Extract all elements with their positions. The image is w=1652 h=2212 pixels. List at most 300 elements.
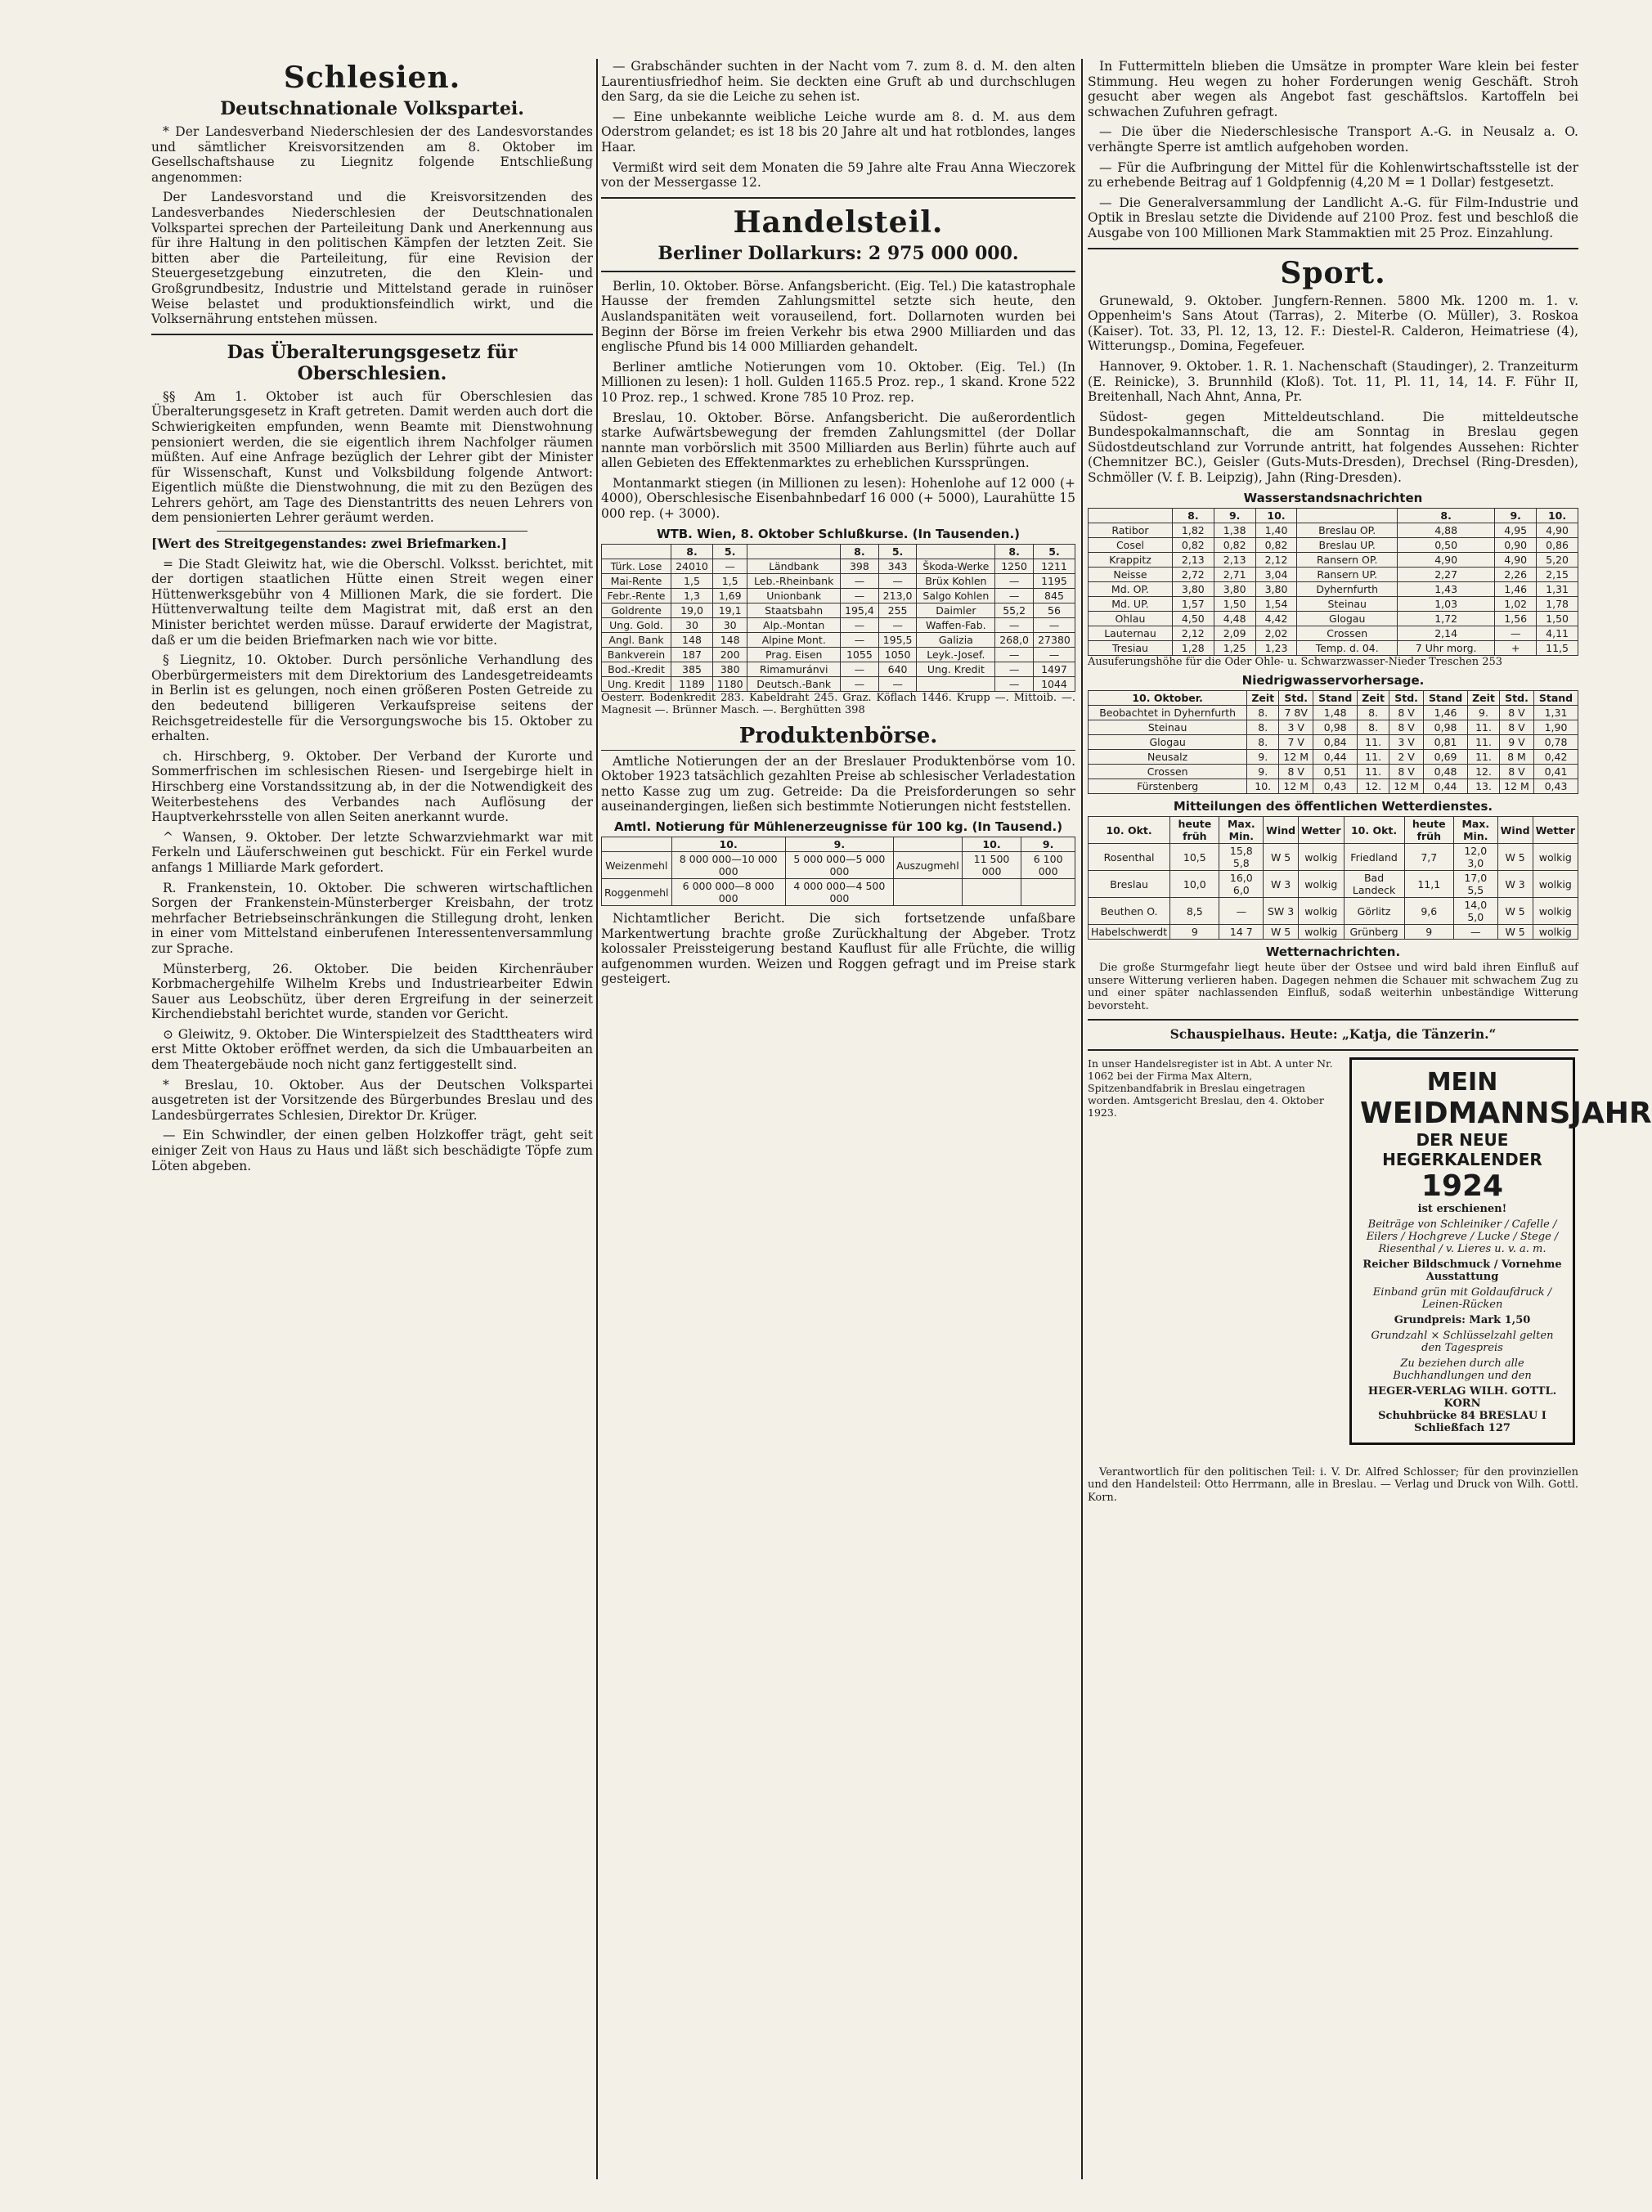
table-cell: 11.: [1358, 735, 1389, 750]
article-paragraph: ch. Hirschberg, 9. Oktober. Der Verband der Kurorte und Sommerfrischen im schlesischen Riesen- und Isergebirge hielt in Hirschberg eine Vorstandssitzung ab, in der die Notwendigkeit des Weiterbestehens des Verbandes nach Auflösung der Hauptverkehrsstelle von allen Seiten anerkannt wurde.: [151, 748, 593, 825]
table-cell: 0,44: [1313, 750, 1358, 765]
table-cell: Leyk.-Josef.: [917, 647, 995, 662]
table-caption: Amtl. Notierung für Mühlenerzeugnisse für 100 kg. (In Tausend.): [613, 819, 1063, 835]
article-heading: Wetternachrichten.: [1265, 944, 1401, 960]
table-cell: Breslau: [1089, 871, 1170, 898]
table-cell: Galizia: [917, 632, 995, 647]
table-cell: 1,69: [712, 588, 747, 603]
table-header-cell: 8.: [995, 544, 1034, 559]
table-cell: 8.: [1247, 720, 1279, 735]
table-cell: 1,43: [1398, 581, 1495, 596]
table-header-cell: Wetter: [1299, 817, 1344, 844]
table-cell: wolkig: [1299, 898, 1344, 925]
column-handelsteil: [601, 59, 1075, 2187]
table-cell: Krappitz: [1089, 552, 1173, 567]
table-cell: 8 V: [1389, 706, 1424, 720]
table-cell: —: [878, 573, 917, 588]
table-cell: 9 V: [1499, 735, 1533, 750]
table-cell: 55,2: [995, 603, 1034, 617]
table-cell: 4,88: [1398, 523, 1495, 537]
table-cell: 8.: [1247, 706, 1279, 720]
table-cell: 1,50: [1214, 596, 1255, 611]
column-rule: [596, 59, 598, 2179]
table-cell: 0,81: [1424, 735, 1468, 750]
table-cell: 1211: [1033, 559, 1075, 573]
ad-binding: Einband grün mit Goldaufdruck / Leinen-Rücken: [1372, 1285, 1552, 1311]
table-row: [1089, 925, 1578, 940]
table-cell: 1,25: [1214, 640, 1255, 655]
table-cell: W 3: [1264, 871, 1299, 898]
table-row: [1089, 871, 1578, 898]
table-cell: Neisse: [1089, 567, 1173, 581]
table-header-cell: Stand: [1424, 691, 1468, 706]
table-cell: Md. UP.: [1089, 596, 1173, 611]
article-paragraph: = Die Stadt Gleiwitz hat, wie die Oberschl. Volksst. berichtet, mit der dortigen staatlichen Hütte einen Streit wegen einer Hüttenwerksgebühr von 4 Millionen Mark, die sie fordert. Die Hüttenverwaltung teilte dem Magistrat mit, daß erst an den Minister berichtet werden müsse. Darauf erwiderte der Magistrat, daß er um die beiden Briefmarken nach wie vor bitte.: [151, 556, 593, 648]
table-cell: 640: [878, 662, 917, 676]
table-cell: 6 100 000: [1021, 852, 1075, 879]
table-cell: 17,0 5,5: [1453, 871, 1497, 898]
table-cell: —: [995, 662, 1034, 676]
table-cell: Weizenmehl: [602, 852, 672, 879]
table-cell: 7 Uhr morg.: [1398, 640, 1495, 655]
table-cell: —: [841, 632, 879, 647]
table-cell: 8 V: [1389, 765, 1424, 779]
table-cell: —: [841, 573, 879, 588]
section-heading: Handelsteil.: [733, 204, 944, 240]
table-cell: Steinau: [1089, 720, 1247, 735]
table-cell: 1,82: [1172, 523, 1214, 537]
table-cell: 12 M: [1279, 750, 1313, 765]
table-cell: 11.: [1468, 750, 1500, 765]
ad-pictures: Reicher Bildschmuck / Vornehme Ausstattung: [1362, 1258, 1562, 1283]
table-header-cell: Stand: [1534, 691, 1578, 706]
table-caption: Mitteilungen des öffentlichen Wetterdienstes.: [1173, 799, 1493, 814]
table-row: [602, 662, 1075, 676]
table-cell: 11,1: [1404, 871, 1453, 898]
table-header-cell: [1297, 508, 1398, 523]
table-cell: W 3: [1497, 871, 1533, 898]
table-cell: Leb.-Rheinbank: [747, 573, 841, 588]
table-cell: Škoda-Werke: [917, 559, 995, 573]
table-cell: 0,42: [1534, 750, 1578, 765]
table-row: [1089, 523, 1578, 537]
table-cell: 200: [712, 647, 747, 662]
table-row: [602, 852, 1075, 879]
imprint: Verantwortlich für den politischen Teil: i. V. Dr. Alfred Schlosser; für den provinziellen und den Handelsteil: Otto Herrmann, alle in Breslau. — Verlag und Druck von Wilh. Gottl. Korn.: [1088, 1465, 1578, 1504]
article-paragraph: §§ Am 1. Oktober ist auch für Oberschlesien das Überalterungsgesetz in Kraft getreten. Damit werden auch dort die Schwierigkeiten empfunden, wenn Beamte mit Dienstwohnung pensioniert werden, die sie eigentlich ihrem Nachfolger räumen müßten. Auf eine Anfrage bezüglich der Lehrer gibt der Minister für Wissenschaft, Kunst und Volksbildung folgende Antwort: Eigentlich müßte die Dienstwohnung, die mit zu den Bezügen des Lehrers gehört, am Tage des Dienstantritts des neuen Lehrers von dem pensionierten Lehrer geräumt werden.: [151, 388, 593, 526]
table-cell: 11,5: [1537, 640, 1578, 655]
table-cell: 0,82: [1214, 537, 1255, 552]
table-cell: 2,13: [1172, 552, 1214, 567]
table-cell: Dyhernfurth: [1297, 581, 1398, 596]
theatre-notice: Schauspielhaus. Heute: „Katja, die Tänzerin.“: [1169, 1026, 1497, 1043]
table-cell: Crossen: [1089, 765, 1247, 779]
divider: [151, 334, 593, 335]
table-cell: 4,90: [1537, 523, 1578, 537]
table-cell: Daimler: [917, 603, 995, 617]
ad-publisher: HEGER-VERLAG WILH. GOTTL. KORN: [1367, 1384, 1557, 1410]
table-cell: Salgo Kohlen: [917, 588, 995, 603]
table-cell: 0,84: [1313, 735, 1358, 750]
divider: [601, 271, 1075, 272]
ad-contributors: Beiträge von Schleiniker / Cafelle / Eilers / Hochgreve / Lucke / Stege / Riesenthal / v. Lieres u. v. a. m.: [1366, 1218, 1559, 1255]
table-cell: 4,90: [1398, 552, 1495, 567]
table-cell: 148: [671, 632, 712, 647]
table-cell: Ohlau: [1089, 611, 1173, 626]
table-cell: Bad Landeck: [1344, 871, 1404, 898]
table-cell: 12.: [1468, 765, 1500, 779]
table-cell: 0,48: [1424, 765, 1468, 779]
table-header-cell: Std.: [1279, 691, 1313, 706]
table-cell: 1,23: [1255, 640, 1297, 655]
article-heading: Deutschnationale Volkspartei.: [220, 98, 524, 119]
table-cell: Ung. Kredit: [602, 676, 671, 691]
table-cell: 11.: [1358, 765, 1389, 779]
table-cell: 0,41: [1534, 765, 1578, 779]
table-cell: 3,80: [1214, 581, 1255, 596]
table-cell: 0,43: [1313, 779, 1358, 794]
table-cell: 2,26: [1495, 567, 1537, 581]
table-cell: 2,71: [1214, 567, 1255, 581]
article-paragraph: * Breslau, 10. Oktober. Aus der Deutschen Volkspartei ausgetreten ist der Vorsitzende des Bürgerbundes Breslau und des Landesbürgerrates Schlesien, Direktor Dr. Krüger.: [151, 1077, 593, 1123]
table-cell: Cosel: [1089, 537, 1173, 552]
article-paragraph: Amtliche Notierungen der an der Breslauer Produktenbörse vom 10. Oktober 1923 tatsächlich gezahlten Preise ab schlesischer Verladestation netto Kasse zug um zug. Getreide: Da die Preisforderungen so sehr auseinandergingen, ließen sich bestimmte Notierungen nicht feststellen.: [601, 753, 1075, 814]
table-header-cell: 10. Okt.: [1344, 817, 1404, 844]
table-cell: 30: [671, 617, 712, 632]
table-header-cell: heute früh: [1170, 817, 1219, 844]
table-cell: Ländbank: [747, 559, 841, 573]
table-cell: 0,90: [1495, 537, 1537, 552]
table-cell: 12.: [1358, 779, 1389, 794]
table-cell: Roggenmehl: [602, 879, 672, 906]
table-cell: 7 8V: [1279, 706, 1313, 720]
table-cell: 12 M: [1389, 779, 1424, 794]
table-cell: 19,1: [712, 603, 747, 617]
table-cell: 1,90: [1534, 720, 1578, 735]
ad-publisher-line: Zu beziehen durch alle Buchhandlungen und den: [1393, 1357, 1532, 1382]
table-cell: Neusalz: [1089, 750, 1247, 765]
article-paragraph: Breslau, 10. Oktober. Börse. Anfangsbericht. Die außerordentlich starke Aufwärtsbewegung der fremden Zahlungsmittel (der Dollar nannte man vorbörslich mit 3500 Milliarden aus Berlin) führte auch auf allen Gebieten des Effektenmarktes zu erheblichen Kurssprüngen.: [601, 410, 1075, 471]
table-cell: 10,0: [1170, 871, 1219, 898]
table-cell: 1,38: [1214, 523, 1255, 537]
table-row: [602, 603, 1075, 617]
table-cell: 4,42: [1255, 611, 1297, 626]
table-cell: 56: [1033, 603, 1075, 617]
article-heading: Das Überalterungsgesetz für Oberschlesien.: [227, 341, 518, 384]
table-header-cell: Wind: [1497, 817, 1533, 844]
table-cell: 12 M: [1499, 779, 1533, 794]
table-cell: Bod.-Kredit: [602, 662, 671, 676]
table-row: [1089, 581, 1578, 596]
table-cell: 2,14: [1398, 626, 1495, 640]
table-cell: 1,46: [1495, 581, 1537, 596]
table-cell: 9,6: [1404, 898, 1453, 925]
table-cell: —: [995, 617, 1034, 632]
table-cell: —: [1219, 898, 1264, 925]
table-header-cell: 9.: [1495, 508, 1537, 523]
table-cell: 14 7: [1219, 925, 1264, 940]
table-cell: —: [712, 559, 747, 573]
column-rule: [1081, 59, 1083, 2179]
article-paragraph: § Liegnitz, 10. Oktober. Durch persönliche Verhandlung des Oberbürgermeisters mit dem Direktorium des Landesgetreideamts in Berlin ist es gelungen, noch einen größeren Posten Getreide zu den bedeutend billigeren Verkaufspreise seitens der Reichsgetreidestelle für die Versorgungswoche bis 15. Oktober zu erhalten.: [151, 653, 593, 744]
table-cell: Ung. Gold.: [602, 617, 671, 632]
ad-title: MEIN: [1426, 1067, 1498, 1097]
table-header-cell: 10.: [1255, 508, 1297, 523]
table-header-cell: [894, 837, 963, 852]
ad-title: WEIDMANNSJAHR: [1360, 1096, 1652, 1130]
table-cell: 0,98: [1313, 720, 1358, 735]
table-footnote: Oesterr. Bodenkredit 283. Kabeldraht 245. Graz. Köflach 1446. Krupp —. Mittoib. —. Magnesit —. Brünner Masch. —. Berghütten 398: [601, 691, 1075, 717]
table-cell: 1,28: [1172, 640, 1214, 655]
table-cell: 0,43: [1534, 779, 1578, 794]
article-paragraph: Grunewald, 9. Oktober. Jungfern-Rennen. 5800 Mk. 1200 m. 1. v. Oppenheim's Sans Atout (Tarras), 2. Miterbe (O. Müller), 3. Roskoa (Kaiser). Tot. 33, Pl. 12, 13, 12. F.: Diestel-R. Calderon, Heimatriese (4), Witterungsp., Domina, Fegefeuer.: [1088, 293, 1578, 354]
table-header-cell: heute früh: [1404, 817, 1453, 844]
table-row: [1089, 779, 1578, 794]
table-cell: 0,51: [1313, 765, 1358, 779]
article-paragraph: Berlin, 10. Oktober. Börse. Anfangsbericht. (Eig. Tel.) Die katastrophale Hausse der fremden Zahlungsmittel setzte sich heute, den Auslandspanitäten weit vorauseilend, fort. Dollarnoten wurden bei Beginn der Börse im freien Verkehr bis etwa 2900 Milliarden und das englische Pfund bis 14 000 Milliarden gehandelt.: [601, 278, 1075, 355]
table-cell: 1044: [1033, 676, 1075, 691]
table-cell: 0,86: [1537, 537, 1578, 552]
divider: [1088, 1019, 1578, 1021]
table-cell: 8 V: [1499, 720, 1533, 735]
table-cell: Waffen-Fab.: [917, 617, 995, 632]
table-cell: [894, 879, 963, 906]
table-header-cell: Std.: [1499, 691, 1533, 706]
ads-block: [1088, 1057, 1652, 1466]
table-cell: 4 000 000—4 500 000: [785, 879, 893, 906]
article-paragraph: * Der Landesverband Niederschlesien der des Landesvorstandes und sämtlicher Kreisvorsitzenden am 8. Oktober im Gesellschaftshause zu Liegnitz folgende Entschließung angenommen:: [151, 124, 593, 185]
table-cell: Friedland: [1344, 844, 1404, 871]
table-cell: —: [841, 588, 879, 603]
article-paragraph: Vermißt wird seit dem Monaten die 59 Jahre alte Frau Anna Wieczorek von der Messergasse 12.: [601, 159, 1075, 191]
table-cell: Breslau OP.: [1297, 523, 1398, 537]
table-cell: 1,5: [671, 573, 712, 588]
table-cell: 7,7: [1404, 844, 1453, 871]
table-cell: Bankverein: [602, 647, 671, 662]
weather-service-table: [1088, 816, 1578, 940]
table-caption: Wasserstandsnachrichten: [1243, 490, 1423, 505]
table-footnote: Ausuferungshöhe für die Oder Ohle- u. Schwarzwasser-Nieder Treschen 253: [1088, 655, 1503, 668]
table-cell: [962, 879, 1021, 906]
article-paragraph: ⊙ Gleiwitz, 9. Oktober. Die Winterspielzeit des Stadttheaters wird erst Mitte Oktober eröffnet werden, da sich die Umbauarbeiten an dem Theatergebäude noch nicht ganz fertiggestellt sind.: [151, 1026, 593, 1073]
table-cell: Mai-Rente: [602, 573, 671, 588]
mill-products-table: [601, 837, 1075, 906]
table-cell: 2,12: [1255, 552, 1297, 567]
table-row: [1089, 596, 1578, 611]
table-cell: 4,48: [1214, 611, 1255, 626]
table-cell: [917, 676, 995, 691]
table-cell: Habelschwerdt: [1089, 925, 1170, 940]
table-row: [1089, 706, 1578, 720]
register-notice: In unser Handelsregister ist in Abt. A unter Nr. 1062 bei der Firma Max Altern, Spitzenbandfabrik in Breslau eingetragen worden. Amtsgericht Breslau, den 4. Oktober 1923.: [1088, 1057, 1333, 1119]
table-cell: 385: [671, 662, 712, 676]
table-cell: Fürstenberg: [1089, 779, 1247, 794]
article-paragraph: ^ Wansen, 9. Oktober. Der letzte Schwarzviehmarkt war mit Ferkeln und Läuferschweinen gut beschickt. Für ein Ferkel wurde anfangs 1 Milliarde Mark gefordert.: [151, 829, 593, 875]
table-cell: 8 M: [1499, 750, 1533, 765]
table-cell: 1,56: [1495, 611, 1537, 626]
article-paragraph: Montanmarkt stiegen (in Millionen zu lesen): Hohenlohe auf 12 000 (+ 4000), Oberschlesische Eisenbahnbedarf 16 000 (+ 5000), Laurahütte 15 000 rep. (+ 3000).: [601, 475, 1075, 522]
table-row: [602, 632, 1075, 647]
ad-price-note: Grundzahl × Schlüsselzahl gelten den Tagespreis: [1371, 1329, 1554, 1354]
table-cell: 0,69: [1424, 750, 1468, 765]
table-header-cell: 8.: [1398, 508, 1495, 523]
table-header-cell: 5.: [1033, 544, 1075, 559]
table-cell: 213,0: [878, 588, 917, 603]
table-cell: 195,4: [841, 603, 879, 617]
table-row: [1089, 537, 1578, 552]
table-header-cell: 10. Okt.: [1089, 817, 1170, 844]
table-cell: —: [1033, 647, 1075, 662]
table-cell: Ratibor: [1089, 523, 1173, 537]
table-cell: Grünberg: [1344, 925, 1404, 940]
table-cell: 1055: [841, 647, 879, 662]
table-cell: 2,13: [1214, 552, 1255, 567]
table-cell: 1,02: [1495, 596, 1537, 611]
table-row: [602, 617, 1075, 632]
table-cell: 0,78: [1534, 735, 1578, 750]
table-cell: 3,04: [1255, 567, 1297, 581]
table-row: [602, 573, 1075, 588]
table-cell: 11.: [1468, 720, 1500, 735]
table-cell: 1,31: [1534, 706, 1578, 720]
table-cell: +: [1495, 640, 1537, 655]
table-cell: 12 M: [1279, 779, 1313, 794]
table-cell: 2,27: [1398, 567, 1495, 581]
table-cell: 3,80: [1172, 581, 1214, 596]
table-header-cell: 9.: [1214, 508, 1255, 523]
table-cell: 10.: [1247, 779, 1279, 794]
article-paragraph: — Die über die Niederschlesische Transport A.-G. in Neusalz a. O. verhängte Sperre ist amtlich aufgehoben worden.: [1088, 124, 1578, 155]
article-paragraph: Berliner amtliche Notierungen vom 10. Oktober. (Eig. Tel.) (In Millionen zu lesen): 1 holl. Gulden 1165.5 Proz. rep., 1 skand. Krone 522 10 Proz. rep., 1 schwed. Krone 785 10 Proz. rep.: [601, 359, 1075, 405]
table-header-cell: Wetter: [1533, 817, 1578, 844]
table-header-cell: 8.: [671, 544, 712, 559]
article-paragraph: Die große Sturmgefahr liegt heute über der Ostsee und wird bald ihren Einfluß auf unsere Witterung verlieren haben. Dagegen nehmen die Schauer mit schwachem Zug zu und einer später nachlassenden Einfluß, sodaß weiterhin unbeständige Witterung bevorsteht.: [1088, 962, 1578, 1012]
table-cell: 4,90: [1495, 552, 1537, 567]
column-schlesien: [151, 59, 593, 2187]
table-cell: 8 000 000—10 000 000: [671, 852, 785, 879]
table-cell: 187: [671, 647, 712, 662]
table-cell: W 5: [1497, 844, 1533, 871]
table-cell: 1180: [712, 676, 747, 691]
table-cell: —: [1033, 617, 1075, 632]
divider: [1088, 248, 1578, 249]
table-row: [1089, 567, 1578, 581]
table-cell: 8.: [1358, 706, 1389, 720]
table-cell: 0,82: [1172, 537, 1214, 552]
table-cell: Alpine Mont.: [747, 632, 841, 647]
column-sport: [1088, 59, 1652, 2187]
table-cell: 2,15: [1537, 567, 1578, 581]
table-cell: [1021, 879, 1075, 906]
table-cell: Prag. Eisen: [747, 647, 841, 662]
table-cell: 8 V: [1389, 720, 1424, 735]
article-paragraph: Der Landesvorstand und die Kreisvorsitzenden des Landesverbandes Niederschlesien der Deutschnationalen Volkspartei sprechen der Parteileitung Dank und Anerkennung aus für ihre Haltung in den politischen Kämpfen der letzten Zeit. Sie bitten aber die Parteileitung, für eine Revision der Steuergesetzgebung einzutreten, die den Klein- und Großgrundbesitz, Industrie und Mittelstand gerade in ruinöser Weise belastet und produktionsfeindlich wirkt, und die Volksernährung entstehen müssen.: [151, 190, 593, 327]
table-cell: Md. OP.: [1089, 581, 1173, 596]
table-cell: 0,82: [1255, 537, 1297, 552]
table-cell: wolkig: [1299, 844, 1344, 871]
table-cell: SW 3: [1264, 898, 1299, 925]
table-cell: 14,0 5,0: [1453, 898, 1497, 925]
table-row: [1089, 611, 1578, 626]
table-cell: Görlitz: [1344, 898, 1404, 925]
table-row: [1089, 640, 1578, 655]
ad-title: DER NEUE HEGERKALENDER: [1382, 1129, 1542, 1169]
table-header-cell: Zeit: [1247, 691, 1279, 706]
table-header-cell: Max. Min.: [1453, 817, 1497, 844]
table-cell: 9: [1170, 925, 1219, 940]
table-cell: 1050: [878, 647, 917, 662]
table-cell: 3,80: [1255, 581, 1297, 596]
table-cell: Crossen: [1297, 626, 1398, 640]
table-cell: 0,44: [1424, 779, 1468, 794]
table-cell: wolkig: [1299, 925, 1344, 940]
table-cell: Türk. Lose: [602, 559, 671, 573]
table-header-cell: [602, 544, 671, 559]
table-row: [1089, 626, 1578, 640]
table-cell: Lauternau: [1089, 626, 1173, 640]
section-heading: Sport.: [1280, 255, 1386, 290]
table-cell: 5 000 000—5 000 000: [785, 852, 893, 879]
table-row: [602, 676, 1075, 691]
article-heading: Produktenbörse.: [601, 724, 1075, 751]
table-cell: 1,03: [1398, 596, 1495, 611]
table-cell: Tresiau: [1089, 640, 1173, 655]
table-row: [602, 559, 1075, 573]
table-cell: wolkig: [1299, 871, 1344, 898]
table-cell: —: [841, 676, 879, 691]
table-header-cell: [917, 544, 995, 559]
table-row: [602, 588, 1075, 603]
article-paragraph: — Eine unbekannte weibliche Leiche wurde am 8. d. M. aus dem Oderstrom gelandet; es ist 18 bis 20 Jahre alt und hat rotblondes, langes Haar.: [601, 109, 1075, 155]
table-header-cell: Max. Min.: [1219, 817, 1264, 844]
table-cell: —: [995, 676, 1034, 691]
table-cell: wolkig: [1533, 925, 1578, 940]
table-cell: Alp.-Montan: [747, 617, 841, 632]
article-heading: [Wert des Streitgegenstandes: zwei Briefmarken.]: [151, 536, 507, 552]
table-cell: 8,5: [1170, 898, 1219, 925]
table-cell: 2,72: [1172, 567, 1214, 581]
table-cell: 9.: [1247, 750, 1279, 765]
table-cell: Steinau: [1297, 596, 1398, 611]
table-header-cell: Zeit: [1358, 691, 1389, 706]
table-cell: 1,78: [1537, 596, 1578, 611]
table-header-cell: 8.: [841, 544, 879, 559]
table-cell: 0,50: [1398, 537, 1495, 552]
table-cell: —: [995, 588, 1034, 603]
table-cell: 1,48: [1313, 706, 1358, 720]
article-paragraph: R. Frankenstein, 10. Oktober. Die schweren wirtschaftlichen Sorgen der Frankenstein-Münsterberger Kreisbahn, der trotz mehrfacher Betriebseinschränkungen die Stillegung droht, lenken in einer vom Mittelstand einberufenen Interessentenversammlung zur Sprache.: [151, 880, 593, 956]
table-cell: 5,20: [1537, 552, 1578, 567]
table-cell: 15,8 5,8: [1219, 844, 1264, 871]
table-cell: 1,72: [1398, 611, 1495, 626]
table-row: [1089, 720, 1578, 735]
table-header-cell: 9.: [785, 837, 893, 852]
table-cell: 9.: [1247, 765, 1279, 779]
table-cell: 11 500 000: [962, 852, 1021, 879]
table-cell: 12,0 3,0: [1453, 844, 1497, 871]
table-header-cell: 5.: [878, 544, 917, 559]
table-cell: Glogau: [1089, 735, 1247, 750]
divider: [1088, 1049, 1578, 1051]
article-paragraph: — Grabschänder suchten in der Nacht vom 7. zum 8. d. M. den alten Laurentiusfriedhof heim. Sie deckten eine Gruft ab und durchschlugen den Sarg, da sie die Leiche zu sehen ist.: [601, 59, 1075, 105]
table-row: [1089, 735, 1578, 750]
table-cell: 9: [1404, 925, 1453, 940]
table-cell: 2,12: [1172, 626, 1214, 640]
table-cell: 1,50: [1537, 611, 1578, 626]
table-cell: Beuthen O.: [1089, 898, 1170, 925]
table-row: [602, 879, 1075, 906]
table-cell: Goldrente: [602, 603, 671, 617]
